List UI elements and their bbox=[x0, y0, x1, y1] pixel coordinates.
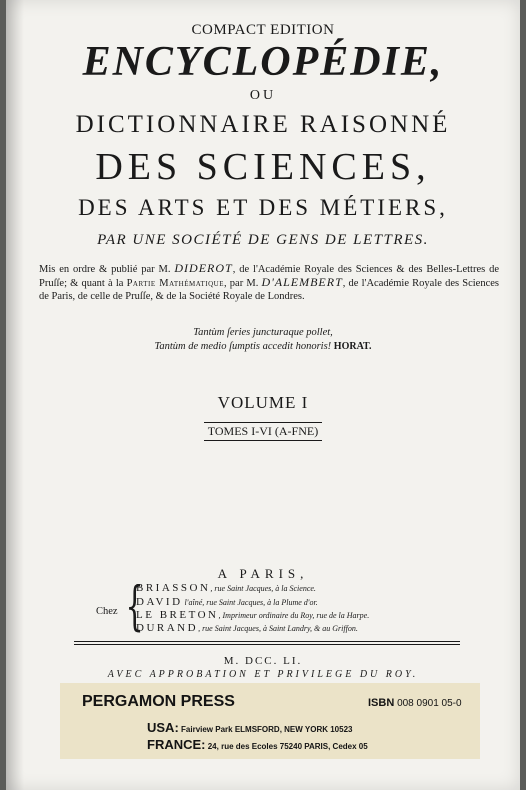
a-paris-line: A PARIS, bbox=[217, 566, 309, 581]
publisher-line bbox=[136, 622, 358, 634]
quote-line-2-text: Tantùm de medio ſumptis accedit honoris! bbox=[154, 341, 332, 352]
date-line: M. DCC. LI. bbox=[223, 655, 303, 667]
usa-key: USA: bbox=[147, 720, 179, 735]
france-key: FRANCE: bbox=[147, 737, 206, 752]
editors-text-3: , par M. bbox=[224, 278, 259, 289]
publisher-address: , Imprimeur ordinaire du Roy, rue de la Harpe. bbox=[218, 611, 370, 620]
publisher-address: l'aîné, rue Saint Jacques, à la Plume d'or. bbox=[182, 598, 318, 607]
tomes-container bbox=[6, 422, 520, 441]
editors-text-2: , de l'Académie Royale des Sciences & des Belles-Lettres de Pruſſe; & quant à la bbox=[39, 264, 500, 289]
publisher-address: , rue Saint Jacques, à la Science. bbox=[210, 584, 316, 593]
editors-paragraph bbox=[39, 262, 499, 303]
publisher-name: BRIASSON bbox=[136, 582, 211, 594]
publisher-line bbox=[136, 582, 316, 594]
divider-rule bbox=[74, 644, 460, 645]
publisher-name-label: PERGAMON PRESS bbox=[82, 693, 235, 710]
tomes-label: TOMES I-VI (A-FNE) bbox=[204, 422, 322, 441]
editors-text-1: Mis en ordre & publié par M. bbox=[39, 264, 171, 275]
curly-brace-icon: { bbox=[125, 577, 144, 637]
publisher-name: LE BRETON bbox=[136, 609, 219, 621]
isbn-number: 008 0901 05-0 bbox=[397, 698, 462, 709]
quote-line-1: Tantùm ſeries juncturaque pollet, bbox=[193, 327, 333, 338]
quote-line-2 bbox=[6, 341, 520, 352]
arts-metiers-line: DES ARTS ET DES MÉTIERS, bbox=[78, 195, 448, 220]
publisher-address: , rue Saint Jacques, à Saint Landry, & au Griffon. bbox=[198, 624, 358, 633]
publisher-line bbox=[136, 596, 318, 608]
alembert-name: D'ALEMBERT bbox=[261, 275, 343, 289]
france-address: 24, rue des Ecoles 75240 PARIS, Cedex 05 bbox=[207, 742, 368, 751]
publisher-name: DURAND bbox=[136, 622, 199, 634]
usa-address-line bbox=[147, 720, 352, 735]
encyclopedie-title: ENCYCLOPÉDIE, bbox=[82, 39, 444, 85]
ou-line: OU bbox=[249, 88, 277, 103]
publisher-line bbox=[136, 609, 369, 621]
editors-text-4: , de l'Académie Royale des Sciences de Paris, de celle de Pruſſe, & de la Société Royale de Londres. bbox=[39, 278, 499, 302]
usa-address: Fairview Park ELMSFORD, NEW YORK 10523 bbox=[181, 725, 353, 734]
diderot-name: DIDEROT bbox=[174, 261, 233, 275]
publisher-name: DAVID bbox=[136, 596, 183, 608]
par-une-societe-line: PAR UNE SOCIÉTÉ DE GENS DE LETTRES. bbox=[97, 232, 429, 248]
france-address-line bbox=[147, 737, 368, 752]
divider-rule bbox=[74, 641, 460, 642]
volume-label: VOLUME I bbox=[217, 393, 309, 412]
isbn-label: ISBN bbox=[368, 697, 395, 709]
dictionnaire-line: DICTIONNAIRE RAISONNÉ bbox=[75, 111, 451, 138]
partie-mathematique: Partie Mathématique bbox=[126, 278, 225, 289]
title-page bbox=[6, 0, 520, 790]
compact-edition-line: COMPACT EDITION bbox=[191, 22, 335, 38]
isbn-line bbox=[368, 697, 462, 709]
sciences-line: DES SCIENCES, bbox=[95, 146, 431, 188]
horat-attribution: HORAT. bbox=[333, 341, 372, 352]
chez-label: Chez bbox=[96, 606, 118, 617]
approbation-line: AVEC APPROBATION ET PRIVILEGE DU ROY. bbox=[107, 669, 419, 680]
